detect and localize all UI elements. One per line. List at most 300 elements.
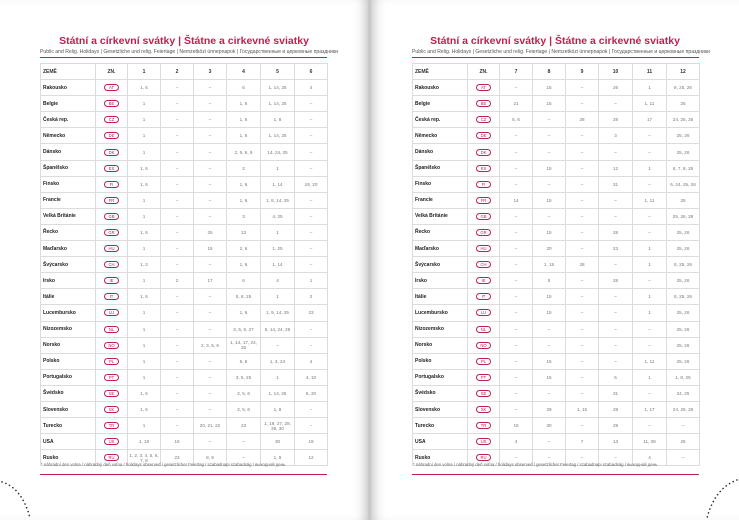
column-header-month: 8 <box>533 64 566 80</box>
column-header-month: 9 <box>566 64 599 80</box>
holiday-dates-cell: – <box>500 257 533 273</box>
holiday-dates-cell: – <box>295 224 328 240</box>
holiday-dates-cell: 1, 6 <box>227 176 261 192</box>
holiday-dates-cell: 7 <box>566 434 599 450</box>
holiday-dates-cell: – <box>161 369 194 385</box>
holiday-dates-cell: – <box>295 257 328 273</box>
holiday-dates-cell: 20 <box>533 241 566 257</box>
holiday-dates-cell: – <box>161 80 194 96</box>
column-header-code: ZN. <box>96 64 128 80</box>
country-name: Rakousko <box>413 80 468 96</box>
holiday-dates-cell: 1, 6 <box>128 176 161 192</box>
holiday-dates-cell: – <box>161 241 194 257</box>
holiday-dates-cell: 4 <box>295 353 328 369</box>
page-subtitle: Public and Relig. Holidays | Gesetzliche und relig. Feiertage | Nemzetközi ünnepnapok | Государственные и церковные праздники <box>40 49 338 55</box>
holiday-dates-cell: 1 <box>128 192 161 208</box>
holiday-dates-cell: – <box>500 160 533 176</box>
holiday-dates-cell: 1, 6 <box>128 80 161 96</box>
holiday-dates-cell: – <box>500 385 533 401</box>
holiday-dates-cell: – <box>194 160 227 176</box>
table-row <box>41 192 328 208</box>
country-code-badge: CH <box>104 261 119 268</box>
holiday-dates-cell: – <box>161 96 194 112</box>
holiday-dates-cell: – <box>566 337 599 353</box>
title-rule <box>40 57 327 58</box>
country-code-badge: TR <box>476 422 491 429</box>
holiday-dates-cell: – <box>161 192 194 208</box>
table-row <box>41 208 328 224</box>
table-row <box>413 224 700 240</box>
country-code-cell <box>468 353 500 369</box>
table-row <box>41 112 328 128</box>
holiday-dates-cell: 25 <box>667 192 700 208</box>
country-code-badge: DE <box>104 132 119 139</box>
country-name: Slovensko <box>41 401 96 417</box>
country-code-cell <box>96 305 128 321</box>
holiday-dates-cell: 1, 9, 14, 25 <box>261 305 295 321</box>
holiday-dates-cell: – <box>500 369 533 385</box>
holiday-dates-cell: – <box>194 192 227 208</box>
country-code-badge: FR <box>104 197 119 204</box>
country-name: Belgie <box>413 96 468 112</box>
holiday-dates-cell: 28 <box>566 257 599 273</box>
holiday-dates-cell: 25, 26 <box>667 305 700 321</box>
holiday-dates-cell: – <box>194 257 227 273</box>
country-code-cell <box>96 385 128 401</box>
country-code-badge: GR <box>476 229 491 236</box>
country-code-badge: NO <box>476 342 491 349</box>
country-code-badge: CZ <box>476 116 491 123</box>
country-code-cell <box>96 401 128 417</box>
holiday-dates-cell: 1, 14, 17, 24, 25 <box>227 337 261 353</box>
country-name: Turecko <box>413 418 468 434</box>
country-name: Francie <box>41 192 96 208</box>
column-header-month: 1 <box>128 64 161 80</box>
table-row <box>413 192 700 208</box>
holiday-dates-cell: 1, 6 <box>128 401 161 417</box>
country-code-cell <box>96 192 128 208</box>
holiday-dates-cell: 23 <box>599 241 633 257</box>
holiday-dates-cell: 1 <box>128 241 161 257</box>
country-code-badge: ES <box>476 165 491 172</box>
table-row <box>413 96 700 112</box>
holiday-dates-cell: 23 <box>227 418 261 434</box>
holiday-dates-cell: 1 <box>128 369 161 385</box>
holiday-dates-cell: 1, 14 <box>261 257 295 273</box>
holiday-dates-cell: 2 <box>227 160 261 176</box>
holiday-dates-cell: – <box>599 353 633 369</box>
country-code-badge: SE <box>476 390 491 397</box>
holiday-dates-cell: 6, 20 <box>295 385 328 401</box>
bottom-rule <box>40 474 327 475</box>
holiday-dates-cell: – <box>295 321 328 337</box>
holiday-dates-cell: 20, 21, 22 <box>194 418 227 434</box>
holiday-dates-cell: 1 <box>633 305 667 321</box>
holiday-dates-cell: – <box>566 144 599 160</box>
holiday-dates-cell: – <box>566 208 599 224</box>
column-header-code: ZN. <box>468 64 500 80</box>
holiday-dates-cell: – <box>566 96 599 112</box>
holiday-dates-cell: – <box>194 369 227 385</box>
country-name: Slovensko <box>413 401 468 417</box>
holiday-dates-cell: – <box>500 289 533 305</box>
holiday-dates-cell: – <box>566 160 599 176</box>
holiday-dates-cell: 1, 6 <box>128 289 161 305</box>
holiday-dates-cell: – <box>599 192 633 208</box>
country-code-cell <box>468 273 500 289</box>
holiday-dates-cell: – <box>295 144 328 160</box>
holiday-dates-cell: 25, 26 <box>667 224 700 240</box>
table-row <box>41 96 328 112</box>
holiday-dates-cell: 1, 14, 25 <box>261 96 295 112</box>
holiday-dates-cell: 1 <box>261 224 295 240</box>
country-code-badge: IE <box>476 277 491 284</box>
table-row <box>413 305 700 321</box>
holiday-dates-cell: 2, 5, 6, 9 <box>227 144 261 160</box>
holiday-dates-cell: 1 <box>633 160 667 176</box>
country-code-badge: RU <box>104 454 119 461</box>
holiday-dates-cell: 1 <box>128 273 161 289</box>
holiday-dates-cell: – <box>194 144 227 160</box>
country-code-badge: PT <box>104 374 119 381</box>
holiday-dates-cell: – <box>161 176 194 192</box>
country-code-badge: GB <box>476 213 491 220</box>
holiday-dates-cell: 1 <box>261 289 295 305</box>
table-row <box>41 257 328 273</box>
country-code-cell <box>96 160 128 176</box>
table-row <box>413 337 700 353</box>
holiday-dates-cell: – <box>633 128 667 144</box>
holiday-dates-cell: 17 <box>194 273 227 289</box>
holiday-dates-cell: – <box>295 418 328 434</box>
holiday-dates-cell: – <box>599 208 633 224</box>
country-code-badge: DK <box>476 149 491 156</box>
holiday-dates-cell: – <box>194 289 227 305</box>
holiday-dates-cell: 1, 19, 27, 28, 29, 30 <box>261 418 295 434</box>
holiday-dates-cell: – <box>295 401 328 417</box>
holiday-dates-cell: 3, 5, 25 <box>227 369 261 385</box>
footnote: * náhradní den volna / náhradný deň voľna / holidays observed / gesetzlicher Feiertag / szabadnapi szabadság / выходной день <box>413 462 658 467</box>
country-name: Česká rep. <box>413 112 468 128</box>
table-row <box>41 418 328 434</box>
table-row <box>41 353 328 369</box>
holiday-dates-cell: – <box>295 337 328 353</box>
holiday-dates-cell: 25 <box>194 224 227 240</box>
holiday-dates-cell: 2, 3, 5, 6 <box>194 337 227 353</box>
holiday-dates-cell: 1 <box>128 112 161 128</box>
holiday-dates-cell: 1, 6 <box>227 112 261 128</box>
holiday-dates-cell: – <box>194 401 227 417</box>
table-row <box>413 112 700 128</box>
table-row <box>41 241 328 257</box>
holiday-dates-cell: – <box>599 257 633 273</box>
holiday-dates-cell: 15 <box>533 369 566 385</box>
column-header-month: 3 <box>194 64 227 80</box>
country-code-cell <box>468 401 500 417</box>
holiday-dates-cell: – <box>194 305 227 321</box>
holiday-dates-cell: – <box>533 337 566 353</box>
holiday-dates-cell: 3, 5, 6, 27 <box>227 321 261 337</box>
country-code-badge: HU <box>476 245 491 252</box>
column-header-month: 5 <box>261 64 295 80</box>
country-code-badge: LU <box>104 309 119 316</box>
country-code-cell <box>468 418 500 434</box>
holiday-dates-cell: 1 <box>633 257 667 273</box>
holiday-dates-cell: 1, 6 <box>227 257 261 273</box>
table-row <box>413 80 700 96</box>
holiday-dates-cell: 1 <box>633 241 667 257</box>
country-name: Irsko <box>413 273 468 289</box>
page-subtitle: Public and Relig. Holidays | Gesetzliche und relig. Feiertage | Nemzetközi ünnepnapok | Государственные и церковные праздники <box>412 49 710 55</box>
country-code-badge: GR <box>104 229 119 236</box>
holiday-dates-cell: 1 <box>633 289 667 305</box>
holiday-dates-cell: – <box>533 112 566 128</box>
holiday-dates-cell: 1, 6 <box>128 160 161 176</box>
country-code-cell <box>468 305 500 321</box>
country-code-cell <box>468 176 500 192</box>
holiday-dates-cell: 1, 3, 24 <box>261 353 295 369</box>
holiday-dates-cell: 17 <box>633 112 667 128</box>
holiday-dates-cell: – <box>194 128 227 144</box>
table-row <box>413 289 700 305</box>
holiday-dates-cell: 1, 6 <box>128 224 161 240</box>
holiday-dates-cell: 5 <box>533 273 566 289</box>
holiday-dates-cell: 1, 2 <box>128 257 161 273</box>
holiday-dates-cell: – <box>295 128 328 144</box>
holiday-dates-cell: 1 <box>295 273 328 289</box>
country-code-badge: DE <box>476 132 491 139</box>
country-code-cell <box>96 144 128 160</box>
country-code-cell <box>96 353 128 369</box>
table-row <box>41 273 328 289</box>
holiday-dates-cell: 12 <box>295 450 328 466</box>
country-code-cell <box>468 112 500 128</box>
holiday-dates-cell: 1, 6 <box>227 305 261 321</box>
country-code-badge: NL <box>104 326 119 333</box>
holiday-dates-cell: – <box>667 450 700 466</box>
holiday-dates-cell: 6, 7, 8, 25 <box>667 160 700 176</box>
holiday-dates-cell: 15 <box>533 96 566 112</box>
table-row <box>413 385 700 401</box>
column-header-month: 12 <box>667 64 700 80</box>
holiday-dates-cell: – <box>161 401 194 417</box>
holiday-dates-cell: – <box>633 337 667 353</box>
table-row <box>413 176 700 192</box>
holiday-dates-cell: 4 <box>295 80 328 96</box>
country-name: Maďarsko <box>41 241 96 257</box>
country-code-cell <box>468 289 500 305</box>
holiday-dates-cell: 2 <box>295 289 328 305</box>
holiday-table <box>40 63 328 466</box>
country-code-cell <box>96 224 128 240</box>
country-name: Švédsko <box>41 385 96 401</box>
holiday-dates-cell: 29 <box>599 418 633 434</box>
holiday-dates-cell: 19, 20 <box>295 176 328 192</box>
holiday-dates-cell: 15 <box>533 160 566 176</box>
holiday-dates-cell: 1 <box>261 369 295 385</box>
holiday-dates-cell: – <box>227 450 261 466</box>
bottom-rule <box>412 474 699 475</box>
holiday-dates-cell: – <box>500 128 533 144</box>
holiday-dates-cell: 1, 8, 25 <box>667 369 700 385</box>
holiday-dates-cell: – <box>500 208 533 224</box>
holiday-dates-cell: 15 <box>194 241 227 257</box>
holiday-dates-cell: – <box>566 305 599 321</box>
holiday-dates-cell: – <box>295 96 328 112</box>
country-name: Lucembursko <box>41 305 96 321</box>
holiday-dates-cell: 4, 25 <box>261 208 295 224</box>
table-header-row <box>413 64 700 80</box>
holiday-dates-cell: 1 <box>128 305 161 321</box>
holiday-dates-cell: 24, 25, 26 <box>667 112 700 128</box>
column-header-month: 6 <box>295 64 328 80</box>
country-name: Španělsko <box>41 160 96 176</box>
holiday-dates-cell: 3 <box>227 208 261 224</box>
country-code-cell <box>468 144 500 160</box>
holiday-dates-cell: 5 <box>599 369 633 385</box>
table-row <box>413 353 700 369</box>
country-name: Lucembursko <box>413 305 468 321</box>
holiday-dates-cell: 1, 9 <box>261 450 295 466</box>
table-row <box>413 241 700 257</box>
holiday-dates-cell: – <box>500 144 533 160</box>
holiday-dates-cell: 13 <box>599 434 633 450</box>
table-row <box>41 369 328 385</box>
holiday-dates-cell: – <box>599 289 633 305</box>
country-name: Nizozemsko <box>413 321 468 337</box>
column-header-country: ZEMĚ <box>41 64 96 80</box>
holiday-dates-cell: 31 <box>599 385 633 401</box>
country-name: Řecko <box>41 224 96 240</box>
holiday-dates-cell: 1, 6 <box>227 96 261 112</box>
holiday-dates-cell: 24, 25 <box>667 385 700 401</box>
holiday-dates-cell: 3 <box>599 128 633 144</box>
holiday-dates-cell: – <box>599 96 633 112</box>
holiday-dates-cell: – <box>633 321 667 337</box>
table-row <box>413 128 700 144</box>
holiday-dates-cell: 4 <box>261 273 295 289</box>
country-name: Rusko <box>41 450 96 466</box>
holiday-dates-cell: 4, 10 <box>295 369 328 385</box>
holiday-dates-cell: – <box>161 321 194 337</box>
holiday-dates-cell: – <box>500 321 533 337</box>
country-name: Portugalsko <box>413 369 468 385</box>
country-name: Norsko <box>413 337 468 353</box>
holiday-dates-cell: 25, 26 <box>667 321 700 337</box>
column-header-month: 10 <box>599 64 633 80</box>
country-code-badge: DK <box>104 149 119 156</box>
holiday-dates-cell: – <box>194 353 227 369</box>
binding-holes-decoration <box>699 470 739 520</box>
holiday-dates-cell: 1, 6 <box>128 385 161 401</box>
holiday-dates-cell: 5, 6 <box>500 112 533 128</box>
holiday-dates-cell: 1, 11 <box>633 96 667 112</box>
country-code-cell <box>96 112 128 128</box>
holiday-dates-cell: 8, 25, 26 <box>667 257 700 273</box>
holiday-dates-cell: 1, 6 <box>227 192 261 208</box>
holiday-dates-cell: – <box>500 241 533 257</box>
country-code-cell <box>468 434 500 450</box>
holiday-dates-cell: 6 <box>227 273 261 289</box>
country-name: Velká Británie <box>413 208 468 224</box>
holiday-dates-cell: 19 <box>295 434 328 450</box>
holiday-dates-cell: 2 <box>161 273 194 289</box>
holiday-dates-cell: – <box>500 80 533 96</box>
holiday-dates-cell: – <box>194 80 227 96</box>
holiday-dates-cell: 1 <box>128 353 161 369</box>
country-code-badge: RU <box>476 454 491 461</box>
holiday-dates-cell: 1 <box>633 80 667 96</box>
holiday-dates-cell: 28 <box>599 273 633 289</box>
country-name: Itálie <box>41 289 96 305</box>
holiday-dates-cell: 25, 26 <box>667 273 700 289</box>
holiday-dates-cell: 24, 25, 26 <box>667 401 700 417</box>
holiday-dates-cell: – <box>500 353 533 369</box>
holiday-dates-cell: – <box>533 434 566 450</box>
holiday-dates-cell: – <box>500 176 533 192</box>
holiday-dates-cell: 1, 14, 25 <box>261 128 295 144</box>
holiday-dates-cell: 26 <box>599 80 633 96</box>
holiday-dates-cell: 25, 26 <box>667 144 700 160</box>
holiday-dates-cell: 1, 14, 25 <box>261 385 295 401</box>
country-name: Finsko <box>413 176 468 192</box>
country-code-badge: BE <box>476 100 491 107</box>
country-name: Belgie <box>41 96 96 112</box>
country-code-cell <box>96 289 128 305</box>
country-name: Finsko <box>41 176 96 192</box>
holiday-dates-cell: – <box>500 450 533 466</box>
holiday-dates-cell: – <box>295 192 328 208</box>
holiday-dates-cell: – <box>161 418 194 434</box>
country-code-cell <box>468 321 500 337</box>
country-code-cell <box>96 176 128 192</box>
holiday-dates-cell: – <box>533 128 566 144</box>
country-name: Francie <box>413 192 468 208</box>
country-name: Rusko <box>413 450 468 466</box>
column-header-month: 4 <box>227 64 261 80</box>
holiday-dates-cell: – <box>667 418 700 434</box>
table-row <box>413 273 700 289</box>
country-code-cell <box>96 241 128 257</box>
holiday-dates-cell: – <box>500 401 533 417</box>
holiday-dates-cell: 5, 6, 25 <box>227 289 261 305</box>
country-code-badge: AT <box>476 84 491 91</box>
country-name: Španělsko <box>413 160 468 176</box>
holiday-dates-cell: – <box>566 289 599 305</box>
holiday-dates-cell: – <box>566 353 599 369</box>
holiday-dates-cell: 4 <box>633 450 667 466</box>
holiday-dates-cell: – <box>194 385 227 401</box>
table-row <box>41 401 328 417</box>
table-row <box>41 337 328 353</box>
country-code-cell <box>468 369 500 385</box>
table-row <box>413 160 700 176</box>
holiday-dates-cell: – <box>161 305 194 321</box>
holiday-dates-cell: 1 <box>633 369 667 385</box>
country-name: Norsko <box>41 337 96 353</box>
holiday-dates-cell: 1, 8 <box>261 401 295 417</box>
holiday-dates-cell: – <box>566 224 599 240</box>
holiday-dates-cell: 1 <box>128 144 161 160</box>
country-code-badge: BE <box>104 100 119 107</box>
country-code-cell <box>468 385 500 401</box>
holiday-dates-cell: – <box>599 450 633 466</box>
country-name: Velká Británie <box>41 208 96 224</box>
country-code-cell <box>468 257 500 273</box>
country-code-cell <box>96 321 128 337</box>
holiday-dates-cell: 1 <box>128 128 161 144</box>
country-name: Dánsko <box>41 144 96 160</box>
